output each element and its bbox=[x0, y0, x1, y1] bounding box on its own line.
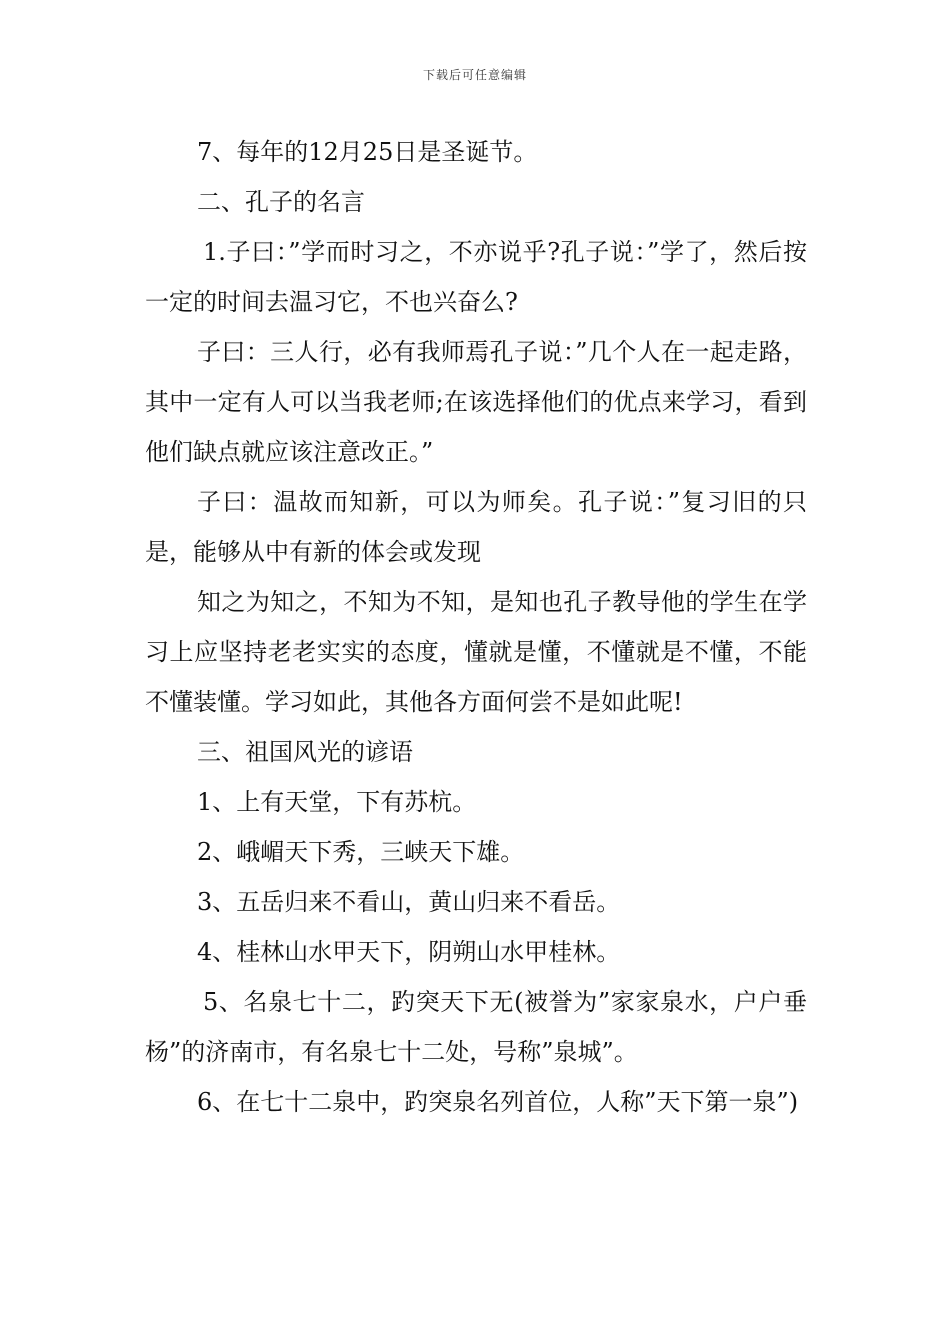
paragraph-quote-3: 子曰：温故而知新，可以为师矣。孔子说：”复习旧的只是，能够从中有新的体会或发现 bbox=[145, 488, 807, 566]
section-heading-confucius: 二、孔子的名言 bbox=[197, 188, 365, 216]
paragraph-quote-4: 知之为知之，不知为不知，是知也孔子教导他的学生在学习上应坚持老老实实的态度，懂就是懂，不懂就是不懂，不能不懂装懂。学习如此，其他各方面何尝不是如此呢! bbox=[145, 588, 807, 716]
list-item-proverb-3: 3、五岳归来不看山，黄山归来不看岳。 bbox=[197, 888, 621, 916]
page-header: 下载后可任意编辑 bbox=[422, 68, 527, 82]
section-heading-proverbs: 三、祖国风光的谚语 bbox=[197, 738, 413, 766]
list-item-proverb-4: 4、桂林山水甲天下，阴朔山水甲桂林。 bbox=[197, 938, 621, 966]
paragraph-quote-1: 1.子曰：”学而时习之，不亦说乎?孔子说：”学了，然后按一定的时间去温习它，不也兴奋么? bbox=[145, 238, 807, 316]
list-item-proverb-5: 5、名泉七十二，趵突天下无(被誉为”家家泉水，户户垂杨”的济南市，有名泉七十二处，号称”泉城”。 bbox=[145, 988, 807, 1066]
list-item-proverb-2: 2、峨嵋天下秀，三峡天下雄。 bbox=[197, 838, 525, 866]
list-item-proverb-6: 6、在七十二泉中，趵突泉名列首位，人称”天下第一泉”) bbox=[197, 1088, 799, 1116]
paragraph-quote-2: 子曰：三人行，必有我师焉孔子说：”几个人在一起走路，其中一定有人可以当我老师;在该选择他们的优点来学习，看到他们缺点就应该注意改正。” bbox=[145, 338, 807, 466]
paragraph-christmas: 7、每年的12月25日是圣诞节。 bbox=[197, 138, 538, 166]
list-item-proverb-1: 1、上有天堂，下有苏杭。 bbox=[197, 788, 477, 816]
document-body bbox=[145, 127, 807, 1127]
